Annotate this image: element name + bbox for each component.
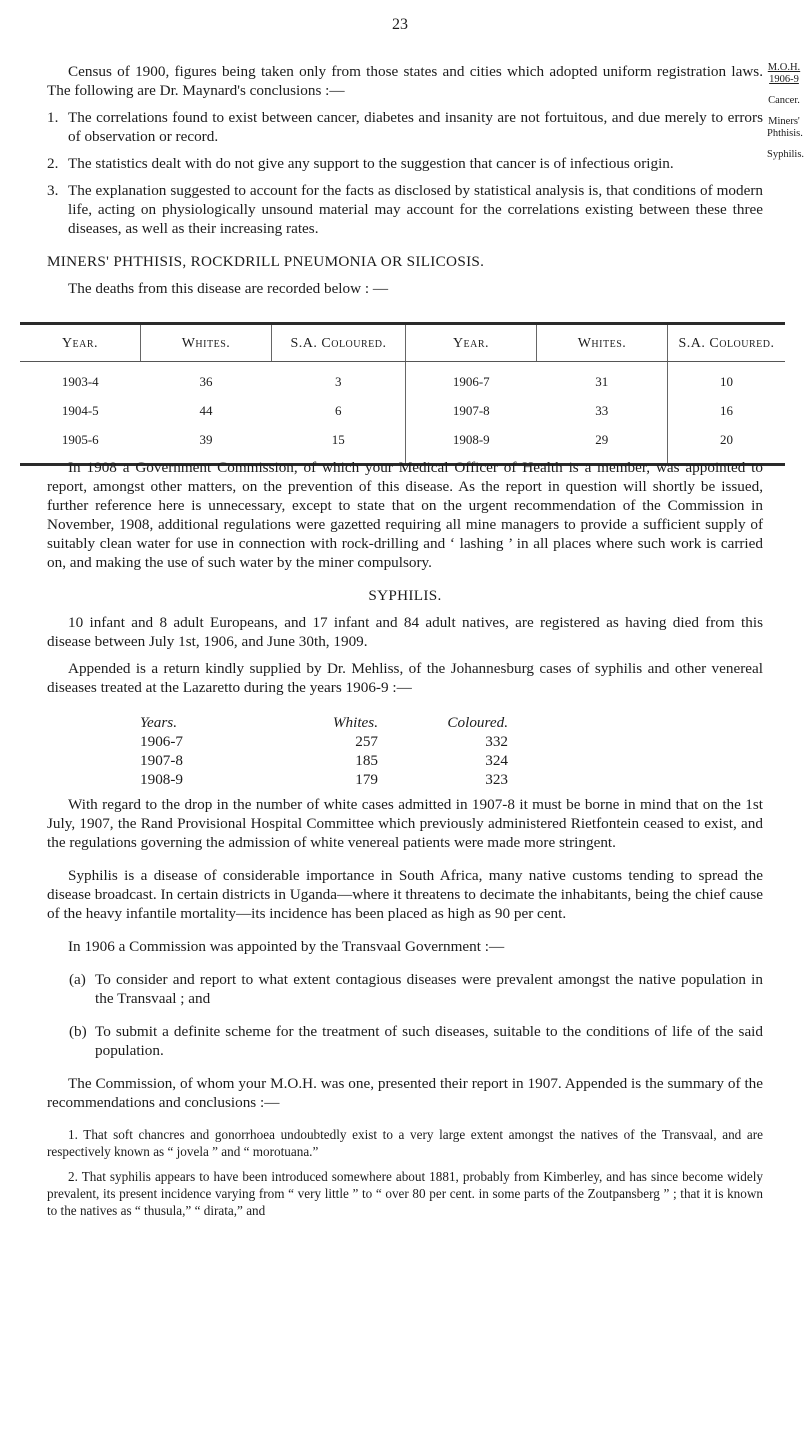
table-row (20, 396, 785, 425)
upper-text (47, 62, 763, 298)
list-item: 1. That soft chancres and gonorrhoea undoubtedly exist to a very large extent amongst the natives of the Transvaal, and are respectively known as “ jovela ” and “ morotuana.” (47, 1127, 763, 1159)
return-paragraph: Appended is a return kindly supplied by Dr. Mehliss, of the Johannesburg cases of syphilis and other venereal diseases treated at the Lazaretto during the years 1906-9 :— (47, 660, 763, 696)
table-cell: 1904-5 (61, 403, 99, 418)
table-cell: 3 (335, 374, 342, 389)
table-row: 1907-8 185 324 (140, 752, 508, 769)
header-whites: Whites. (537, 324, 668, 362)
table-cell: 39 (199, 432, 213, 447)
recommendations-list (47, 1126, 763, 1219)
conclusion-item: 3. The explanation suggested to account for the facts as disclosed by statistical analysis is, that conditions of modern life, acting on physiologically unsound material may account for the correlations existing between these three diseases, as well as their increasing rates. (47, 182, 763, 237)
header-year: Year. (406, 324, 537, 362)
table-cell: 1908-9 (406, 425, 537, 465)
importance-paragraph: Syphilis is a disease of considerable importance in South Africa, many native customs tending to spread the disease broadcast. In certain districts in Uganda—where it threatens to decimate the inhabitants, being the chief cause of the heavy infantile mortality—its incidence has been placed as high as 90 per cent. (47, 867, 763, 922)
table-cell: 36 (199, 374, 213, 389)
report-paragraph: The Commission, of whom your M.O.H. was one, presented their report in 1907. Appended is the summary of the recommendations and conclusions :— (47, 1075, 763, 1111)
table-cell: 6 (335, 403, 342, 418)
conclusion-item: 1. The correlations found to exist between cancer, diabetes and insanity are not fortuitous, and due merely to errors of observation or record. (47, 109, 763, 145)
table-cell: 15 (331, 432, 345, 447)
deaths-table (20, 322, 785, 466)
margin-note-syphilis: Syphilis. (767, 149, 804, 160)
list-item: (b) To submit a definite scheme for the treatment of such diseases, suitable to the conditions of life of the said population. (69, 1023, 763, 1059)
table-cell: 31 (595, 374, 609, 389)
header-year: Year. (20, 324, 141, 362)
margin-notes (767, 62, 804, 170)
table-cell: 29 (595, 432, 609, 447)
table-cell: 1905-6 (61, 432, 99, 447)
venereal-table-header (140, 713, 520, 732)
page-number: 23 (392, 16, 408, 33)
table-row (20, 362, 785, 397)
table-cell: 1907-8 (406, 396, 537, 425)
table-cell: 20 (668, 425, 786, 465)
commission-paragraph: In 1908 a Government Commission, of which your Medical Officer of Health is a member, was appointed to report, amongst other matters, on the prevention of this disease. As the report in question will shortly be issued, further reference here is unnecessary, except to state that on the urgent recommendation of the Commission in November, 1908, additional regulations were gazetted requiring all mine managers to provide a sufficient supply of suitably clean water for use in connection with rock-drilling and ‘ lashing ’ in all places where such work is carried on, and making the use of such water by the miner compulsory. (47, 459, 763, 571)
transvaal-intro: In 1906 a Commission was appointed by the Transvaal Government :— (68, 938, 505, 955)
header-whites: Whites. (332, 714, 378, 731)
header-years: Years. (140, 714, 178, 731)
margin-note-cancer: Cancer. (768, 95, 800, 106)
header-whites: Whites. (141, 324, 272, 362)
deaths-table-header (20, 324, 785, 362)
table-row: 1906-7 257 332 (140, 733, 508, 750)
header-sa-coloured: S.A. Coloured. (668, 324, 786, 362)
list-item: 2. That syphilis appears to have been introduced somewhere about 1881, probably from Kimberley, and has since become widely prevalent, its present incidence varying from “ very little ” to “ over 80 per cent. in some parts of the Zoutpansberg ” ; that it is known to the natives as “ thusula,” “ dirata,” and (47, 1169, 763, 1218)
regard-paragraph: With regard to the drop in the number of white cases admitted in 1907-8 it must be borne in mind that on the 1st July, 1907, the Rand Provisional Hospital Committee which previously administered Rietfontein ceased to exist, and the regulations governing the admission of white venereal patients were made more stringent. (47, 796, 763, 851)
conclusion-item: 2. The statistics dealt with do not give any support to the suggestion that cancer is of infectious origin. (47, 155, 674, 172)
middle-text (47, 458, 763, 697)
header-coloured: Coloured. (447, 714, 508, 731)
lower-text (47, 795, 763, 1219)
table-cell: 1906-7 (406, 362, 537, 397)
syphilis-heading: SYPHILIS. (368, 587, 442, 604)
table-cell: 1903-4 (61, 374, 99, 389)
table-cell: 10 (668, 362, 786, 397)
table-cell: 16 (668, 396, 786, 425)
syphilis-deaths-paragraph: 10 infant and 8 adult Europeans, and 17 infant and 84 adult natives, are registered as having died from this disease between July 1st, 1906, and June 30th, 1909. (47, 614, 763, 650)
census-paragraph: Census of 1900, figures being taken only from those states and cities which adopted uniform registration laws. The following are Dr. Maynard's conclusions :— (47, 63, 763, 99)
table-cell: 33 (595, 403, 609, 418)
table-row: 1908-9 179 323 (140, 771, 508, 788)
venereal-table (140, 713, 520, 789)
margin-note-moh: M.O.H. 1906-9 (767, 62, 801, 85)
deaths-intro: The deaths from this disease are recorded below : — (68, 280, 389, 297)
table-cell: 44 (199, 403, 213, 418)
header-sa-coloured: S.A. Coloured. (272, 324, 406, 362)
margin-note-miners-phthisis: Miners' Phthisis. (767, 116, 803, 139)
list-item: (a) To consider and report to what extent contagious diseases were prevalent amongst the native population in the Transvaal ; and (69, 971, 763, 1007)
miners-phthisis-heading: MINERS' PHTHISIS, ROCKDRILL PNEUMONIA OR SILICOSIS. (47, 253, 485, 270)
